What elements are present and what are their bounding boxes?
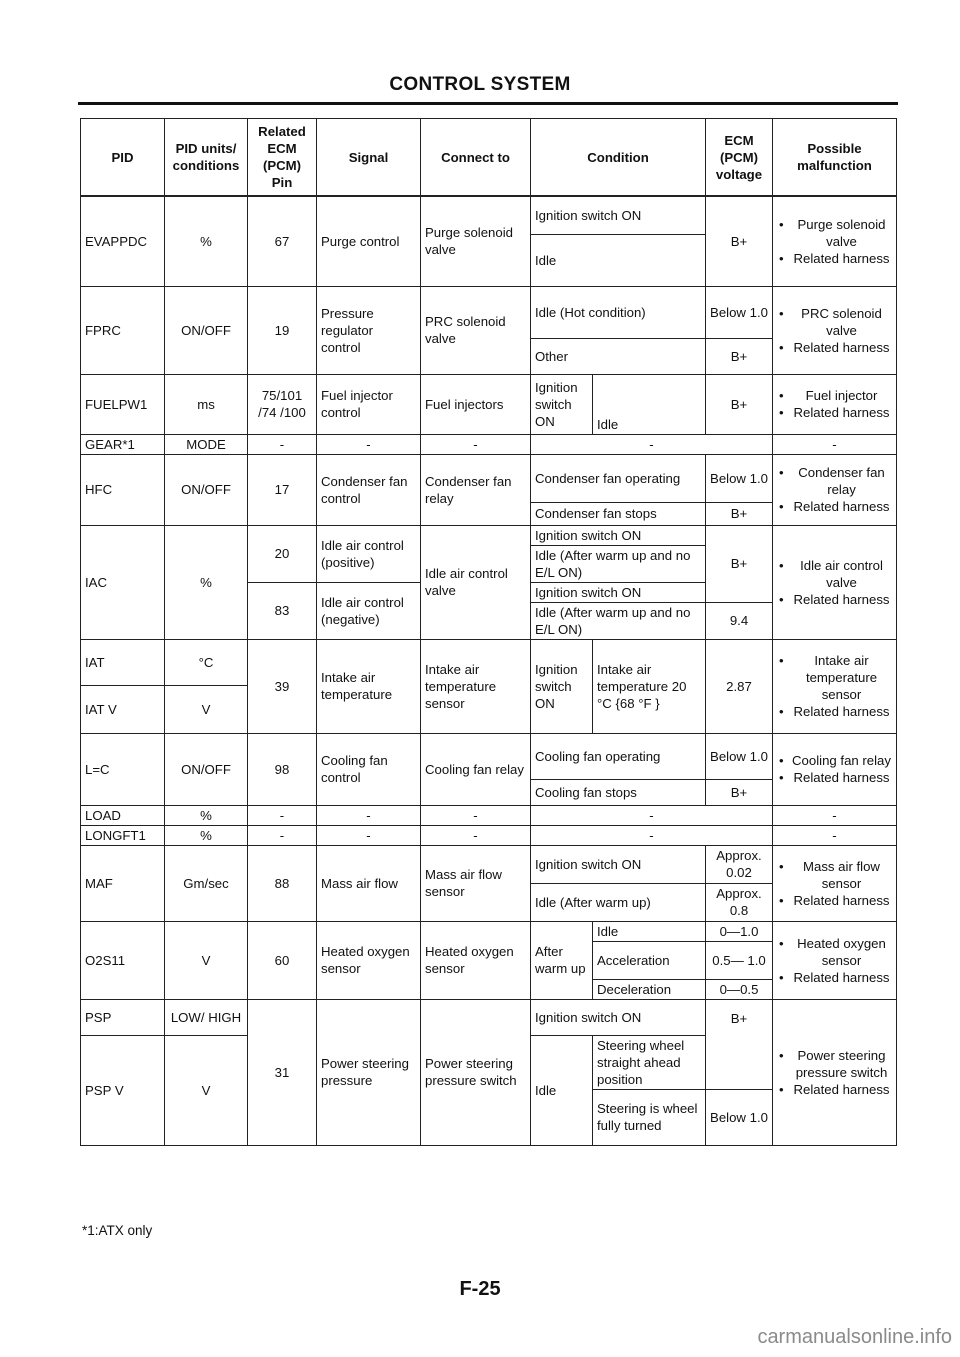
condition-cell: Ignition switch ON [531, 639, 593, 733]
pin-cell: 17 [248, 454, 317, 525]
pin-cell: 19 [248, 286, 317, 374]
condition-cell: Intake air temperature 20 °C {68 °F } [593, 639, 706, 733]
units-cell: V [165, 685, 248, 733]
connect-cell: - [421, 805, 531, 825]
table-row [81, 921, 897, 941]
malfunction-item: • Power steering pressure switch [789, 1047, 892, 1081]
malfunction-cell [773, 921, 897, 999]
units-cell: ON/OFF [165, 454, 248, 525]
pin-cell: 83 [248, 582, 317, 639]
malfunction-cell [773, 454, 897, 525]
units-cell: MODE [165, 434, 248, 454]
voltage-cell: 0—0.5 [706, 979, 773, 999]
units-cell: Gm/sec [165, 845, 248, 921]
malfunction-cell [773, 525, 897, 639]
condition-cell: Steering wheel straight ahead position [593, 1035, 706, 1089]
connect-cell: Fuel injectors [421, 374, 531, 434]
voltage-cell: 9.4 [706, 602, 773, 639]
voltage-cell: B+ [706, 502, 773, 525]
condition-cell: Idle [593, 921, 706, 941]
connect-cell: Mass air flow sensor [421, 845, 531, 921]
voltage-cell: B+ [706, 999, 773, 1089]
malfunction-item: • Related harness [789, 591, 892, 608]
signal-cell: - [317, 434, 421, 454]
connect-cell: Heated oxygen sensor [421, 921, 531, 999]
pin-cell: - [248, 825, 317, 845]
pin-cell: 98 [248, 733, 317, 805]
header-condition: Condition [531, 119, 706, 197]
signal-cell: Purge control [317, 196, 421, 286]
malfunction-cell [773, 999, 897, 1145]
condition-cell: Deceleration [593, 979, 706, 999]
condition-cell: Idle [531, 234, 706, 286]
malfunction-item: • Heated oxygen sensor [789, 935, 892, 969]
pid-cell: PSP [81, 999, 165, 1035]
connect-cell: - [421, 825, 531, 845]
malfunction-item: • Cooling fan relay [789, 752, 892, 769]
signal-cell: Pressure regulator control [317, 286, 421, 374]
voltage-cell: Below 1.0 [706, 733, 773, 779]
pid-cell: LONGFT1 [81, 825, 165, 845]
voltage-cell: B+ [706, 779, 773, 805]
connect-cell: Cooling fan relay [421, 733, 531, 805]
pin-cell: 31 [248, 999, 317, 1145]
pid-cell: O2S11 [81, 921, 165, 999]
malfunction-item: • Related harness [789, 498, 892, 515]
condition-cell: Ignition switch ON [531, 845, 706, 883]
connect-cell: Power steering pressure switch [421, 999, 531, 1145]
pid-cell: FUELPW1 [81, 374, 165, 434]
watermark: carmanualsonline.info [757, 1326, 952, 1348]
pid-cell: IAT V [81, 685, 165, 733]
signal-cell: Heated oxygen sensor [317, 921, 421, 999]
signal-cell: Power steering pressure [317, 999, 421, 1145]
malfunction-cell: - [773, 434, 897, 454]
malfunction-cell [773, 845, 897, 921]
condition-cell: Idle (After warm up and no E/L ON) [531, 602, 706, 639]
condition-cell: Idle (Hot condition) [531, 286, 706, 338]
condition-cell: Cooling fan stops [531, 779, 706, 805]
voltage-cell: B+ [706, 196, 773, 286]
pid-cell: FPRC [81, 286, 165, 374]
malfunction-item: • Related harness [789, 892, 892, 909]
table-row [81, 805, 897, 825]
condition-cell: Acceleration [593, 941, 706, 979]
malfunction-item: • Fuel injector [789, 387, 892, 404]
condition-cell: - [531, 434, 773, 454]
pid-cell: PSP V [81, 1035, 165, 1145]
malfunction-cell: - [773, 805, 897, 825]
table-row [81, 999, 897, 1035]
units-cell: LOW/ HIGH [165, 999, 248, 1035]
pid-cell: IAC [81, 525, 165, 639]
voltage-cell: 0.5— 1.0 [706, 941, 773, 979]
malfunction-cell [773, 286, 897, 374]
pin-cell: 75/101 /74 /100 [248, 374, 317, 434]
voltage-cell: 2.87 [706, 639, 773, 733]
malfunction-cell [773, 196, 897, 286]
voltage-cell: B+ [706, 374, 773, 434]
header-units: PID units/ conditions [165, 119, 248, 197]
condition-cell: Ignition switch ON [531, 196, 706, 234]
condition-cell: Condenser fan stops [531, 502, 706, 525]
table-row [81, 454, 897, 502]
malfunction-cell [773, 639, 897, 733]
voltage-cell: 0—1.0 [706, 921, 773, 941]
signal-cell: Idle air control (negative) [317, 582, 421, 639]
malfunction-item: • Related harness [789, 969, 892, 986]
malfunction-item: • Mass air flow sensor [789, 858, 892, 892]
connect-cell: Purge solenoid valve [421, 196, 531, 286]
condition-cell: - [531, 805, 773, 825]
pid-cell: HFC [81, 454, 165, 525]
units-cell: V [165, 1035, 248, 1145]
signal-cell: Mass air flow [317, 845, 421, 921]
pid-cell: L=C [81, 733, 165, 805]
malfunction-item: • Condenser fan relay [789, 464, 892, 498]
connect-cell: Intake air temperature sensor [421, 639, 531, 733]
signal-cell: - [317, 825, 421, 845]
table-row [81, 374, 897, 434]
connect-cell: - [421, 434, 531, 454]
connect-cell: Idle air control valve [421, 525, 531, 639]
header-row [81, 119, 897, 197]
condition-cell: Other [531, 338, 706, 374]
header-pid: PID [81, 119, 165, 197]
units-cell: % [165, 805, 248, 825]
malfunction-item: • Related harness [789, 703, 892, 720]
units-cell: ON/OFF [165, 733, 248, 805]
pin-cell: 39 [248, 639, 317, 733]
voltage-cell: Below 1.0 [706, 454, 773, 502]
connect-cell: PRC solenoid valve [421, 286, 531, 374]
malfunction-cell [773, 733, 897, 805]
malfunction-item: • Related harness [789, 339, 892, 356]
title-rule [78, 102, 898, 105]
malfunction-item: • Related harness [789, 250, 892, 267]
condition-cell: - [531, 825, 773, 845]
voltage-cell: B+ [706, 525, 773, 602]
header-voltage: ECM (PCM) voltage [706, 119, 773, 197]
signal-cell: Intake air temperature [317, 639, 421, 733]
signal-cell: Cooling fan control [317, 733, 421, 805]
units-cell: % [165, 825, 248, 845]
voltage-cell: Below 1.0 [706, 286, 773, 338]
malfunction-item: • Idle air control valve [789, 557, 892, 591]
malfunction-item: • Purge solenoid valve [789, 216, 892, 250]
signal-cell: Fuel injector control [317, 374, 421, 434]
malfunction-item: • Related harness [789, 769, 892, 786]
header-malfunction: Possible malfunction [773, 119, 897, 197]
pid-cell: IAT [81, 639, 165, 685]
table-row [81, 845, 897, 883]
connect-cell: Condenser fan relay [421, 454, 531, 525]
condition-cell: Ignition switch ON [531, 582, 706, 602]
signal-cell: Condenser fan control [317, 454, 421, 525]
units-cell: % [165, 196, 248, 286]
pid-cell: MAF [81, 845, 165, 921]
signal-cell: - [317, 805, 421, 825]
condition-cell: Idle [593, 374, 706, 434]
malfunction-cell [773, 374, 897, 434]
units-cell: % [165, 525, 248, 639]
voltage-cell: Approx. 0.8 [706, 883, 773, 921]
units-cell: ms [165, 374, 248, 434]
units-cell: °C [165, 639, 248, 685]
malfunction-cell: - [773, 825, 897, 845]
condition-cell: Idle (After warm up) [531, 883, 706, 921]
pid-cell: LOAD [81, 805, 165, 825]
condition-cell: Idle [531, 1035, 593, 1145]
table-row [81, 733, 897, 779]
pid-cell: EVAPPDC [81, 196, 165, 286]
page-title: CONTROL SYSTEM [389, 74, 571, 95]
condition-cell: Steering is wheel fully turned [593, 1089, 706, 1145]
table-row [81, 286, 897, 338]
pid-cell: GEAR*1 [81, 434, 165, 454]
table-row [81, 525, 897, 545]
malfunction-item: • Related harness [789, 404, 892, 421]
condition-cell: Ignition switch ON [531, 374, 593, 434]
malfunction-item: • Related harness [789, 1081, 892, 1098]
pin-cell: 88 [248, 845, 317, 921]
table-row [81, 434, 897, 454]
voltage-cell: Below 1.0 [706, 1089, 773, 1145]
table-row [81, 825, 897, 845]
header-connect: Connect to [421, 119, 531, 197]
footnote: *1:ATX only [82, 1223, 153, 1238]
malfunction-item: • PRC solenoid valve [789, 305, 892, 339]
condition-cell: After warm up [531, 921, 593, 999]
condition-cell: Ignition switch ON [531, 525, 706, 545]
pin-cell: - [248, 805, 317, 825]
table-row [81, 639, 897, 685]
pid-table [80, 118, 897, 1146]
signal-cell: Idle air control (positive) [317, 525, 421, 582]
header-pin: Related ECM (PCM) Pin [248, 119, 317, 197]
pin-cell: 60 [248, 921, 317, 999]
condition-cell: Condenser fan operating [531, 454, 706, 502]
voltage-cell: B+ [706, 338, 773, 374]
table-row [81, 196, 897, 234]
units-cell: ON/OFF [165, 286, 248, 374]
pin-cell: 20 [248, 525, 317, 582]
condition-cell: Ignition switch ON [531, 999, 706, 1035]
condition-cell: Idle (After warm up and no E/L ON) [531, 545, 706, 582]
pin-cell: 67 [248, 196, 317, 286]
units-cell: V [165, 921, 248, 999]
condition-cell: Cooling fan operating [531, 733, 706, 779]
page-number: F-25 [459, 1278, 501, 1300]
header-signal: Signal [317, 119, 421, 197]
voltage-cell: Approx. 0.02 [706, 845, 773, 883]
pin-cell: - [248, 434, 317, 454]
malfunction-item: • Intake air temperature sensor [789, 652, 892, 703]
